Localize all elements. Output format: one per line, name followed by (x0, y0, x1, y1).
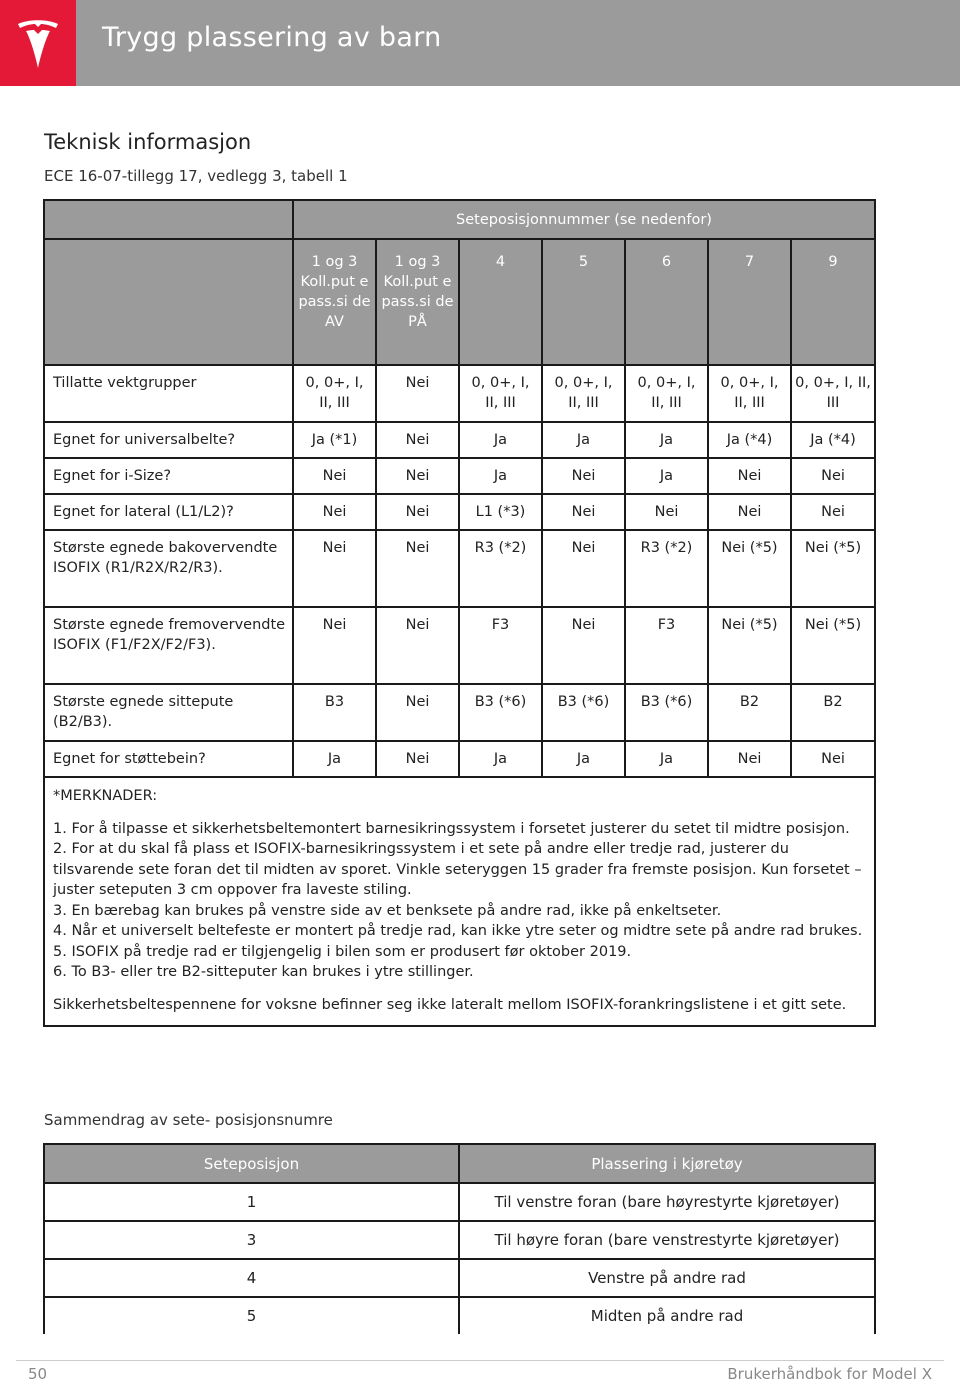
table-cell: B2 (708, 684, 791, 741)
group-header: Seteposisjonnummer (se nedenfor) (293, 200, 875, 239)
table-row (44, 365, 875, 422)
table-row (44, 1297, 875, 1334)
table-row (44, 607, 875, 684)
table-cell: Nei (542, 458, 625, 494)
table-cell: B3 (*6) (542, 684, 625, 741)
table-cell: Nei (*5) (708, 607, 791, 684)
table-row (44, 1221, 875, 1259)
table-row (44, 1259, 875, 1297)
row-label: Største egnede bakovervendte ISOFIX (R1/R2X/R2/R3). (44, 530, 293, 607)
table-cell: B3 (*6) (459, 684, 542, 741)
row-label: Største egnede fremovervendte ISOFIX (F1/F2X/F2/F3). (44, 607, 293, 684)
technical-table (43, 199, 876, 1027)
table-cell: Nei (376, 684, 459, 741)
table-cell: Til høyre foran (bare venstrestyrte kjøretøyer) (459, 1221, 875, 1259)
notes-list (53, 819, 866, 983)
manual-name: Brukerhåndbok for Model X (727, 1365, 932, 1383)
table-cell: 0, 0+, I, II, III (625, 365, 708, 422)
blank-header-cell (44, 200, 293, 239)
row-label: Tillatte vektgrupper (44, 365, 293, 422)
table-column-header-row (44, 239, 875, 365)
table-cell: Nei (791, 741, 875, 777)
table-cell: F3 (459, 607, 542, 684)
table-cell: 4 (44, 1259, 459, 1297)
table-cell: Ja (459, 741, 542, 777)
note-item: 3. En bærebag kan brukes på venstre side av et benksete på andre rad, ikke på enkeltseter. (53, 902, 722, 919)
table-cell: Nei (293, 458, 376, 494)
table-cell: Midten på andre rad (459, 1297, 875, 1334)
table-cell: R3 (*2) (459, 530, 542, 607)
table-cell: 1 (44, 1183, 459, 1221)
row-label: Egnet for lateral (L1/L2)? (44, 494, 293, 530)
table-row (44, 741, 875, 777)
table-cell: B3 (*6) (625, 684, 708, 741)
table-cell: Nei (708, 494, 791, 530)
table-cell: Nei (708, 741, 791, 777)
column-header: 7 (708, 239, 791, 365)
table-header-row (44, 1144, 875, 1183)
table-cell: Nei (*5) (791, 530, 875, 607)
table-cell: Ja (293, 741, 376, 777)
table-cell: Nei (*5) (791, 607, 875, 684)
note-item: 4. Når et universelt beltefeste er montert på tredje rad, kan ikke ytre seter og midtre sete på andre rad brukes. (53, 923, 863, 939)
table-cell: Nei (625, 494, 708, 530)
table-cell: Nei (376, 530, 459, 607)
table-row (44, 422, 875, 458)
column-header: 4 (459, 239, 542, 365)
note-item: 5. ISOFIX på tredje rad er tilgjengelig i bilen som er produsert før oktober 2019. (53, 943, 632, 960)
column-header: 9 (791, 239, 875, 365)
table-cell: Nei (376, 458, 459, 494)
column-header: Plassering i kjøretøy (459, 1144, 875, 1183)
table-cell: Nei (791, 458, 875, 494)
table-cell: Nei (376, 365, 459, 422)
table-cell: 0, 0+, I, II, III (542, 365, 625, 422)
table-row (44, 530, 875, 607)
table-cell: Ja (542, 422, 625, 458)
page-header (0, 0, 960, 86)
table-cell: Nei (293, 530, 376, 607)
table-cell: Til venstre foran (bare høyrestyrte kjøretøyer) (459, 1183, 875, 1221)
notes-row (44, 777, 875, 1026)
blank-header-cell (44, 239, 293, 365)
notes-title: *MERKNADER: (53, 788, 158, 804)
note-item: 2. For at du skal få plass et ISOFIX-barnesikringssystem i et sete på andre eller tredje rad, justerer du tilsvarende sete foran det til midten av sporet. Vinkle seteryggen 15 grader fra fremste posisjon. Kun forsetet – juster seteputen 3 cm oppover fra laveste stiling. (53, 841, 862, 898)
column-header: 1 og 3 Koll.put e pass.si de AV (293, 239, 376, 365)
row-label: Egnet for støttebein? (44, 741, 293, 777)
table-cell: Nei (542, 607, 625, 684)
table-subtitle: ECE 16-07-tillegg 17, vedlegg 3, tabell 1 (44, 167, 348, 185)
table-row (44, 494, 875, 530)
column-header: 6 (625, 239, 708, 365)
table-cell: Nei (791, 494, 875, 530)
table-row (44, 684, 875, 741)
page-number: 50 (28, 1365, 48, 1383)
seat-position-table (43, 1143, 876, 1334)
table-cell: 0, 0+, I, II, III (708, 365, 791, 422)
table-cell: Nei (376, 607, 459, 684)
table-cell: Ja (*4) (791, 422, 875, 458)
summary-caption: Sammendrag av sete- posisjonsnumre (44, 1111, 333, 1129)
table-cell: Ja (625, 458, 708, 494)
table-cell: Nei (708, 458, 791, 494)
chapter-title: Trygg plassering av barn (102, 22, 442, 53)
row-label: Egnet for i-Size? (44, 458, 293, 494)
notes-cell (44, 777, 875, 1026)
note-item: 6. To B3- eller tre B2-sitteputer kan brukes i ytre stillinger. (53, 964, 474, 980)
table-cell: Nei (*5) (708, 530, 791, 607)
table-cell: Nei (376, 494, 459, 530)
note-item: 1. For å tilpasse et sikkerhetsbeltemontert barnesikringssystem i forsetet justerer du setet til midtre posisjon. (53, 820, 850, 837)
table-row (44, 1183, 875, 1221)
table-cell: Ja (542, 741, 625, 777)
table-cell: Ja (*4) (708, 422, 791, 458)
table-cell: Ja (*1) (293, 422, 376, 458)
table-cell: Ja (459, 458, 542, 494)
table-cell: 0, 0+, I, II, III (791, 365, 875, 422)
table-cell: L1 (*3) (459, 494, 542, 530)
table-cell: Ja (459, 422, 542, 458)
footer-divider (16, 1360, 944, 1361)
table-cell: 3 (44, 1221, 459, 1259)
column-header: Seteposisjon (44, 1144, 459, 1183)
table-cell: Ja (625, 422, 708, 458)
section-title: Teknisk informasjon (44, 130, 252, 154)
table-cell: Nei (542, 494, 625, 530)
table-row (44, 458, 875, 494)
table-cell: Nei (542, 530, 625, 607)
table-cell: F3 (625, 607, 708, 684)
table-cell: Venstre på andre rad (459, 1259, 875, 1297)
table-cell: R3 (*2) (625, 530, 708, 607)
table-cell: Nei (293, 607, 376, 684)
table-cell: 0, 0+, I, II, III (293, 365, 376, 422)
column-header: 5 (542, 239, 625, 365)
table-cell: Nei (293, 494, 376, 530)
row-label: Største egnede sittepute (B2/B3). (44, 684, 293, 741)
tesla-logo-icon (16, 18, 60, 70)
column-header: 1 og 3 Koll.put e pass.si de PÅ (376, 239, 459, 365)
table-cell: Ja (625, 741, 708, 777)
table-cell: Nei (376, 422, 459, 458)
brand-logo (0, 0, 76, 86)
table-cell: B2 (791, 684, 875, 741)
table-group-header-row (44, 200, 875, 239)
table-cell: 0, 0+, I, II, III (459, 365, 542, 422)
closing-note: Sikkerhetsbeltespennene for voksne befinner seg ikke lateralt mellom ISOFIX-forankringslistene i et gitt sete. (53, 996, 847, 1013)
table-cell: Nei (376, 741, 459, 777)
table-cell: B3 (293, 684, 376, 741)
table-cell: 5 (44, 1297, 459, 1334)
row-label: Egnet for universalbelte? (44, 422, 293, 458)
